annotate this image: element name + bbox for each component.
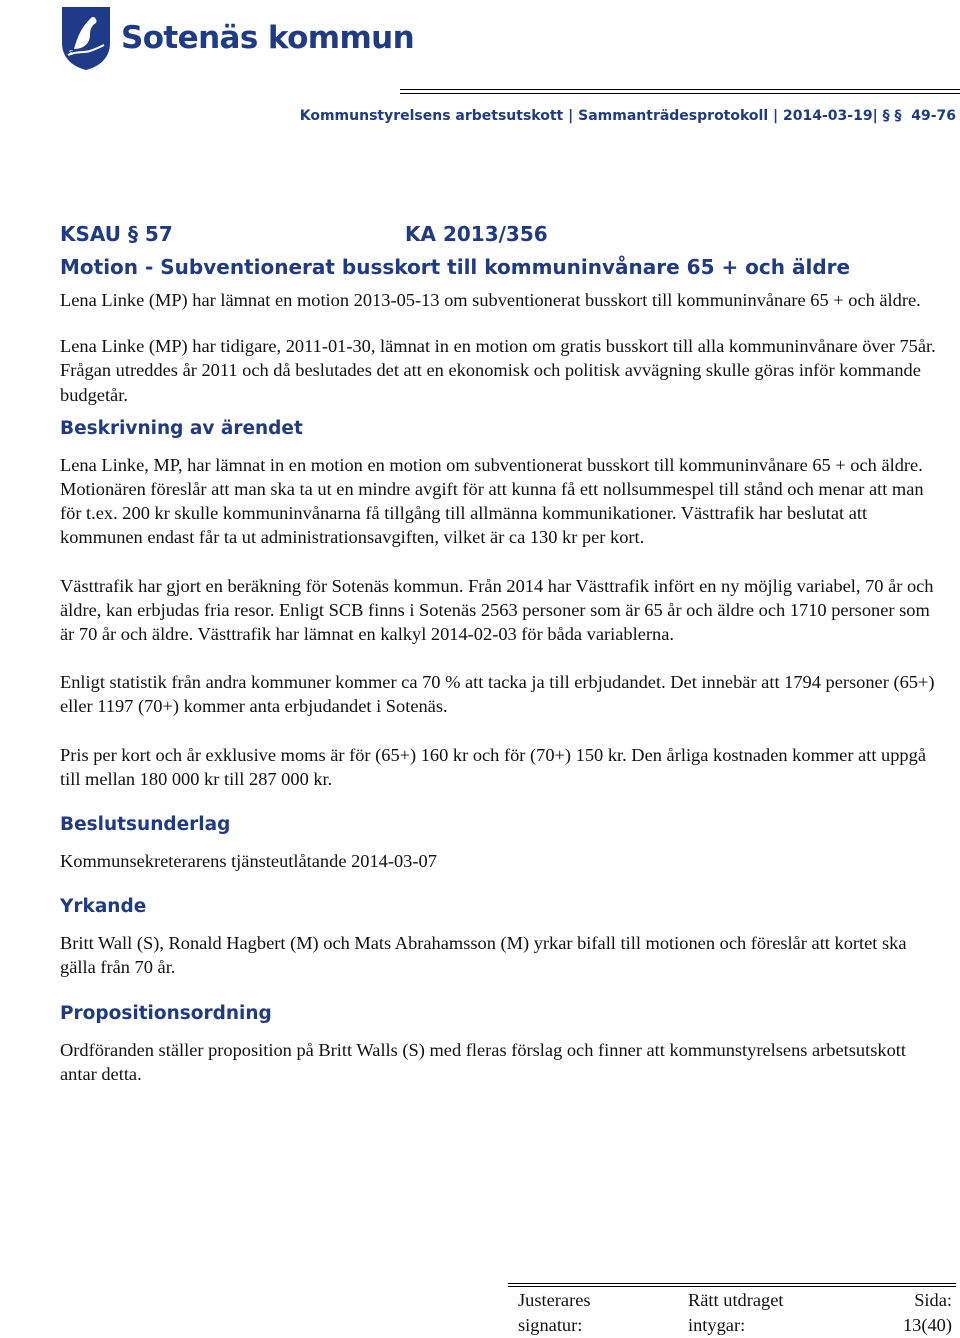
header-rule-thin <box>400 93 960 94</box>
claims-text: Britt Wall (S), Ronald Hagbert (M) och Mats Abrahamsson (M) yrkar bifall till motionen och föreslår att kortet ska gälla från 70 år. <box>60 933 907 978</box>
case-reference: KA 2013/356 <box>405 222 548 246</box>
section-heading-proposition: Propositionsordning <box>60 1002 272 1024</box>
adjusters-label-2: signatur: <box>518 1315 583 1335</box>
proposition-text: Ordföranden ställer proposition på Britt Walls (S) med fleras förslag och finner att kommunstyrelsens arbetsutskott antar detta. <box>60 1039 907 1084</box>
certified-label: Rätt utdraget <box>688 1290 784 1310</box>
header-separator: | <box>773 108 779 124</box>
paragraph-sign: § <box>882 108 890 124</box>
description-paragraph: Västtrafik har gjort en beräkning för Sotenäs kommun. Från 2014 har Västtrafik infört en ny möjlig variabel, 70 år och äldre, kan erbjudas fria resor. Enligt SCB finns i Sotenäs 2563 personer som är 65 år och äldre och 1710 personer som är 70 år och äldre. Västtrafik har lämnat en kalkyl 2014-02-03 för båda variablerna. <box>60 575 934 645</box>
header-separator: | <box>568 108 574 124</box>
page-number: 13(40) <box>902 1315 952 1335</box>
certified-extract <box>688 1288 784 1338</box>
section-heading-description: Beskrivning av ärendet <box>60 417 303 439</box>
description-paragraph: Enligt statistik från andra kommuner kommer ca 70 % att tacka ja till erbjudandet. Det innebär att 1794 personer (65+) eller 1197 (70+) kommer anta erbjudandet i Sotenäs. <box>60 672 935 717</box>
header-date: 2014-03-19 <box>783 108 873 124</box>
case-title: Motion - Subventionerat busskort till kommuninvånare 65 + och äldre <box>60 255 851 279</box>
header-committee: Kommunstyrelsens arbetsutskott <box>299 108 564 124</box>
header-doc: Sammanträdesprotokoll <box>578 108 769 124</box>
protocol-header <box>300 108 956 124</box>
intro-paragraph: Lena Linke (MP) har lämnat en motion 2013-05-13 om subventionerat busskort till kommuninvånare 65 + och äldre. <box>60 290 921 310</box>
paragraph-sign: § <box>894 108 902 124</box>
certified-label-2: intygar: <box>688 1315 746 1335</box>
adjusters-label: Justerares <box>518 1290 591 1310</box>
adjusters-signature <box>518 1288 591 1338</box>
section-heading-claims: Yrkande <box>60 896 147 918</box>
intro-paragraph: Lena Linke (MP) har tidigare, 2011-01-30, lämnat in en motion om gratis busskort till alla kommuninvånare över 75år. Frågan utreddes år 2011 och då beslutades det att en ekonomisk och politisk avvägning skulle göras inför kommande budgetår. <box>60 336 936 405</box>
footer-rule <box>508 1283 956 1284</box>
description-paragraph: Pris per kort och år exklusive moms är för (65+) 160 kr och för (70+) 150 kr. Den årliga kostnaden kommer att uppgå till mellan 180 000 kr till 287 000 kr. <box>60 744 926 789</box>
header-sections: 49-76 <box>911 108 956 124</box>
case-number: KSAU § 57 <box>60 222 173 246</box>
description-paragraph: Lena Linke, MP, har lämnat in en motion en motion om subventionerat busskort till kommuninvånare 65 + och äldre. Motionären föreslår att man ska ta ut en mindre avgift för att kunna få ett nollsummespel till stånd och menar att man för t.ex. 200 kr skulle kommuninvånarna få tillgång till allmänna kommunikationer. Västtrafik har beslutat att kommunen endast får ta ut administrationsavgiften, vilket är ca 130 kr per kort. <box>60 454 924 548</box>
page-label: Sida: <box>914 1290 952 1310</box>
page-indicator <box>903 1288 952 1338</box>
header-separator: | <box>872 108 878 124</box>
section-heading-basis: Beslutsunderlag <box>60 814 231 836</box>
coat-of-arms-icon <box>60 5 112 71</box>
header-rule <box>400 89 960 90</box>
basis-text: Kommunsekreterarens tjänsteutlåtande 2014-03-07 <box>60 851 437 872</box>
svg-text:S: S <box>69 49 74 57</box>
case-row <box>60 218 940 250</box>
document-body <box>60 218 940 1086</box>
logo <box>60 4 414 72</box>
logo-text: Sotenäs kommun <box>121 20 415 56</box>
footer-rule-thin <box>508 1286 956 1287</box>
